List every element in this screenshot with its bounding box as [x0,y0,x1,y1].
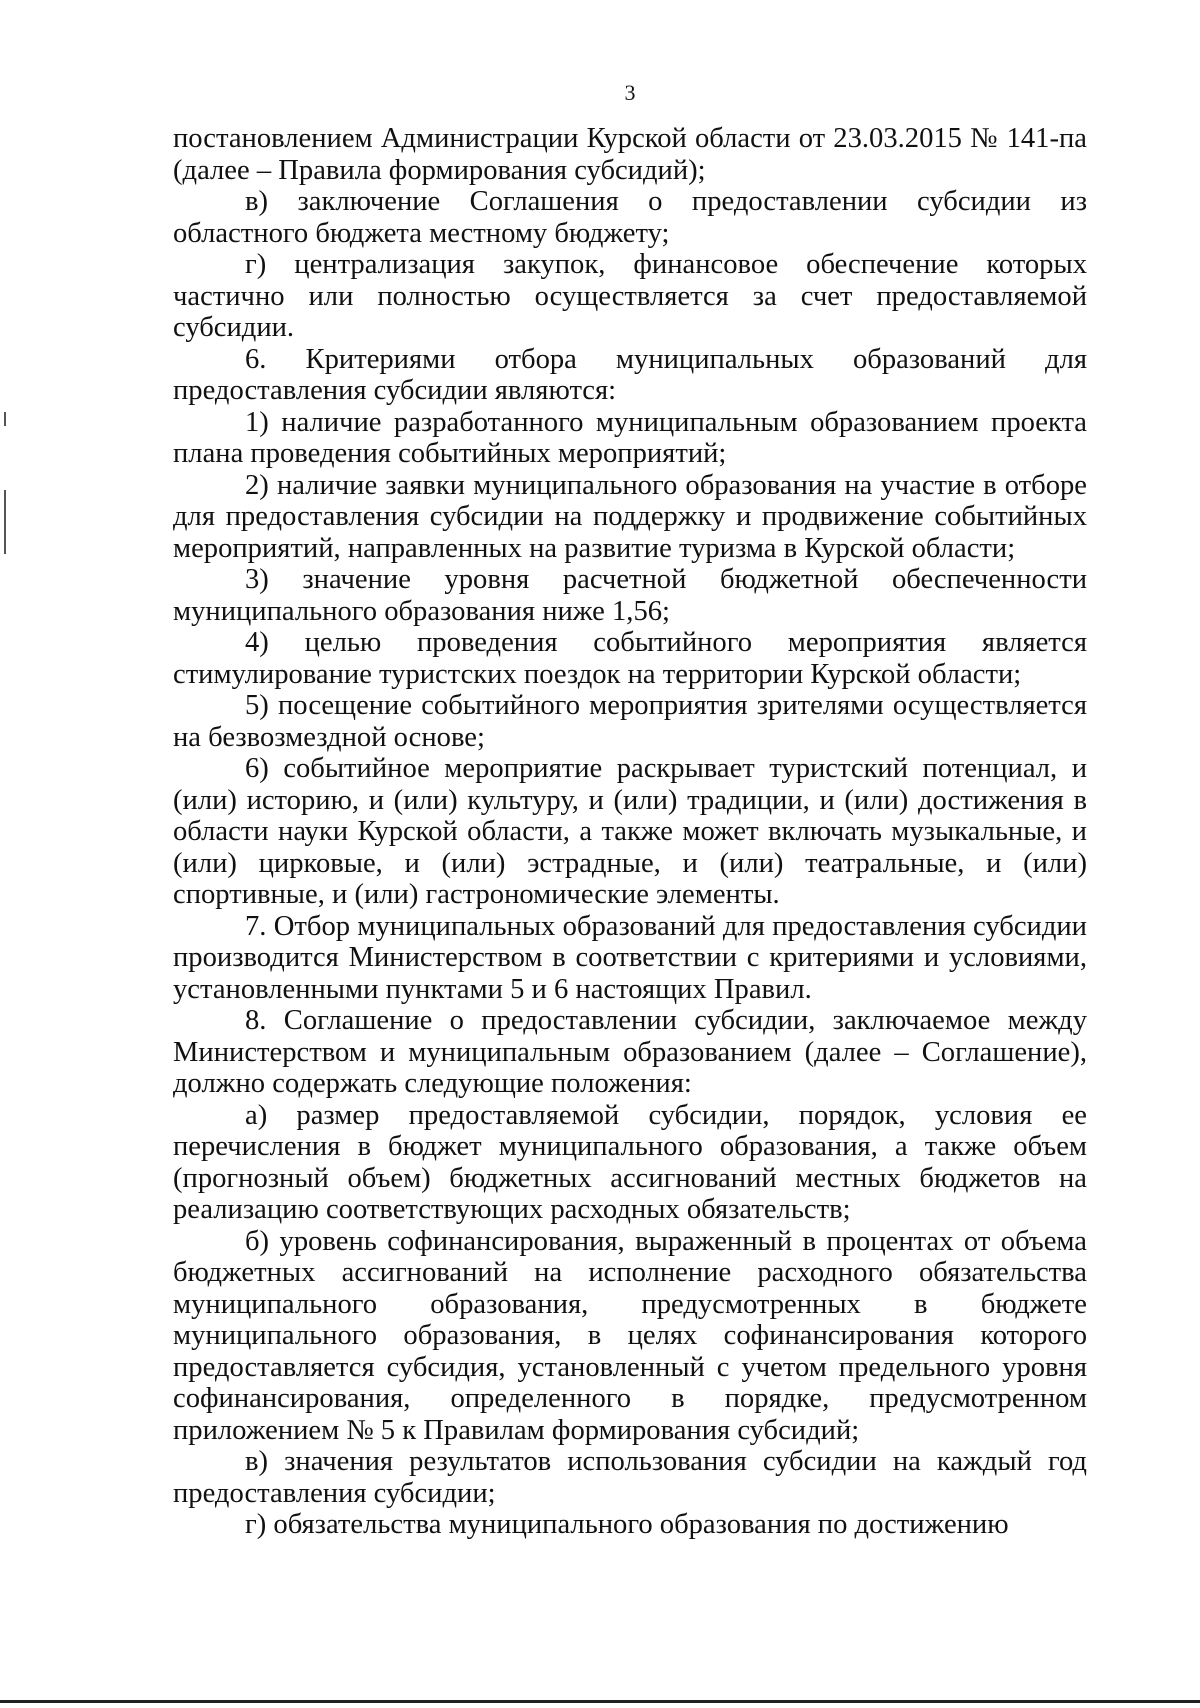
paragraph: 4) целью проведения событийного мероприятия является стимулирование туристских поездок на территории Курской области; [173,627,1087,690]
paragraph: б) уровень софинансирования, выраженный в процентах от объема бюджетных ассигнований на исполнение расходного обязательства муниципального образования, предусмотренных в бюджете муниципального образования, в целях софинансирования которого предоставляется субсидия, установленный с учетом предельного уровня софинансирования, определенного в порядке, предусмотренном приложением № 5 к Правилам формирования субсидий; [173,1225,1087,1446]
paragraph: 8. Соглашение о предоставлении субсидии, заключаемое между Министерством и муниципальным образованием (далее – Соглашение), должно содержать следующие положения: [173,1005,1087,1099]
paragraph: 6) событийное мероприятие раскрывает туристский потенциал, и (или) историю, и (или) культуру, и (или) традиции, и (или) достижения в области науки Курской области, а также может включать музыкальные, и (или) цирковые, и (или) эстрадные, и (или) театральные, и (или) спортивные, и (или) гастрономические элементы. [173,753,1087,910]
paragraph: 6. Критериями отбора муниципальных образований для предоставления субсидии являются: [173,343,1087,406]
paragraph: г) централизация закупок, финансовое обеспечение которых частично или полностью осуществляется за счет предоставляемой субсидии. [173,249,1087,343]
paragraph: 5) посещение событийного мероприятия зрителями осуществляется на безвозмездной основе; [173,690,1087,753]
scan-edge-mark [4,412,6,426]
paragraph: 7. Отбор муниципальных образований для предоставления субсидии производится Министерством в соответствии с критериями и условиями, установленными пунктами 5 и 6 настоящих Правил. [173,910,1087,1005]
paragraph: в) значения результатов использования субсидии на каждый год предоставления субсидии; [173,1446,1087,1509]
document-body [173,123,1087,1541]
paragraph: г) обязательства муниципального образования по достижению [245,1509,1009,1540]
paragraph: в) заключение Соглашения о предоставлении субсидии из областного бюджета местному бюджету; [173,186,1087,249]
page-number: 3 [624,80,636,105]
paragraph: 1) наличие разработанного муниципальным образованием проекта плана проведения событийных мероприятий; [173,406,1087,469]
scan-edge-mark [4,490,6,554]
paragraph: 2) наличие заявки муниципального образования на участие в отборе для предоставления субсидии на поддержку и продвижение событийных мероприятий, направленных на развитие туризма в Курской области; [173,469,1087,564]
paragraph: 3) значение уровня расчетной бюджетной обеспеченности муниципального образования ниже 1,56; [173,564,1087,627]
paragraph: а) размер предоставляемой субсидии, порядок, условия ее перечисления в бюджет муниципального образования, а также объем (прогнозный объем) бюджетных ассигнований местных бюджетов на реализацию соответствующих расходных обязательств; [173,1099,1087,1225]
paragraph: постановлением Администрации Курской области от 23.03.2015 № 141-па (далее – Правила формирования субсидий); [173,123,1087,186]
scan-bottom-edge [0,1700,1200,1703]
